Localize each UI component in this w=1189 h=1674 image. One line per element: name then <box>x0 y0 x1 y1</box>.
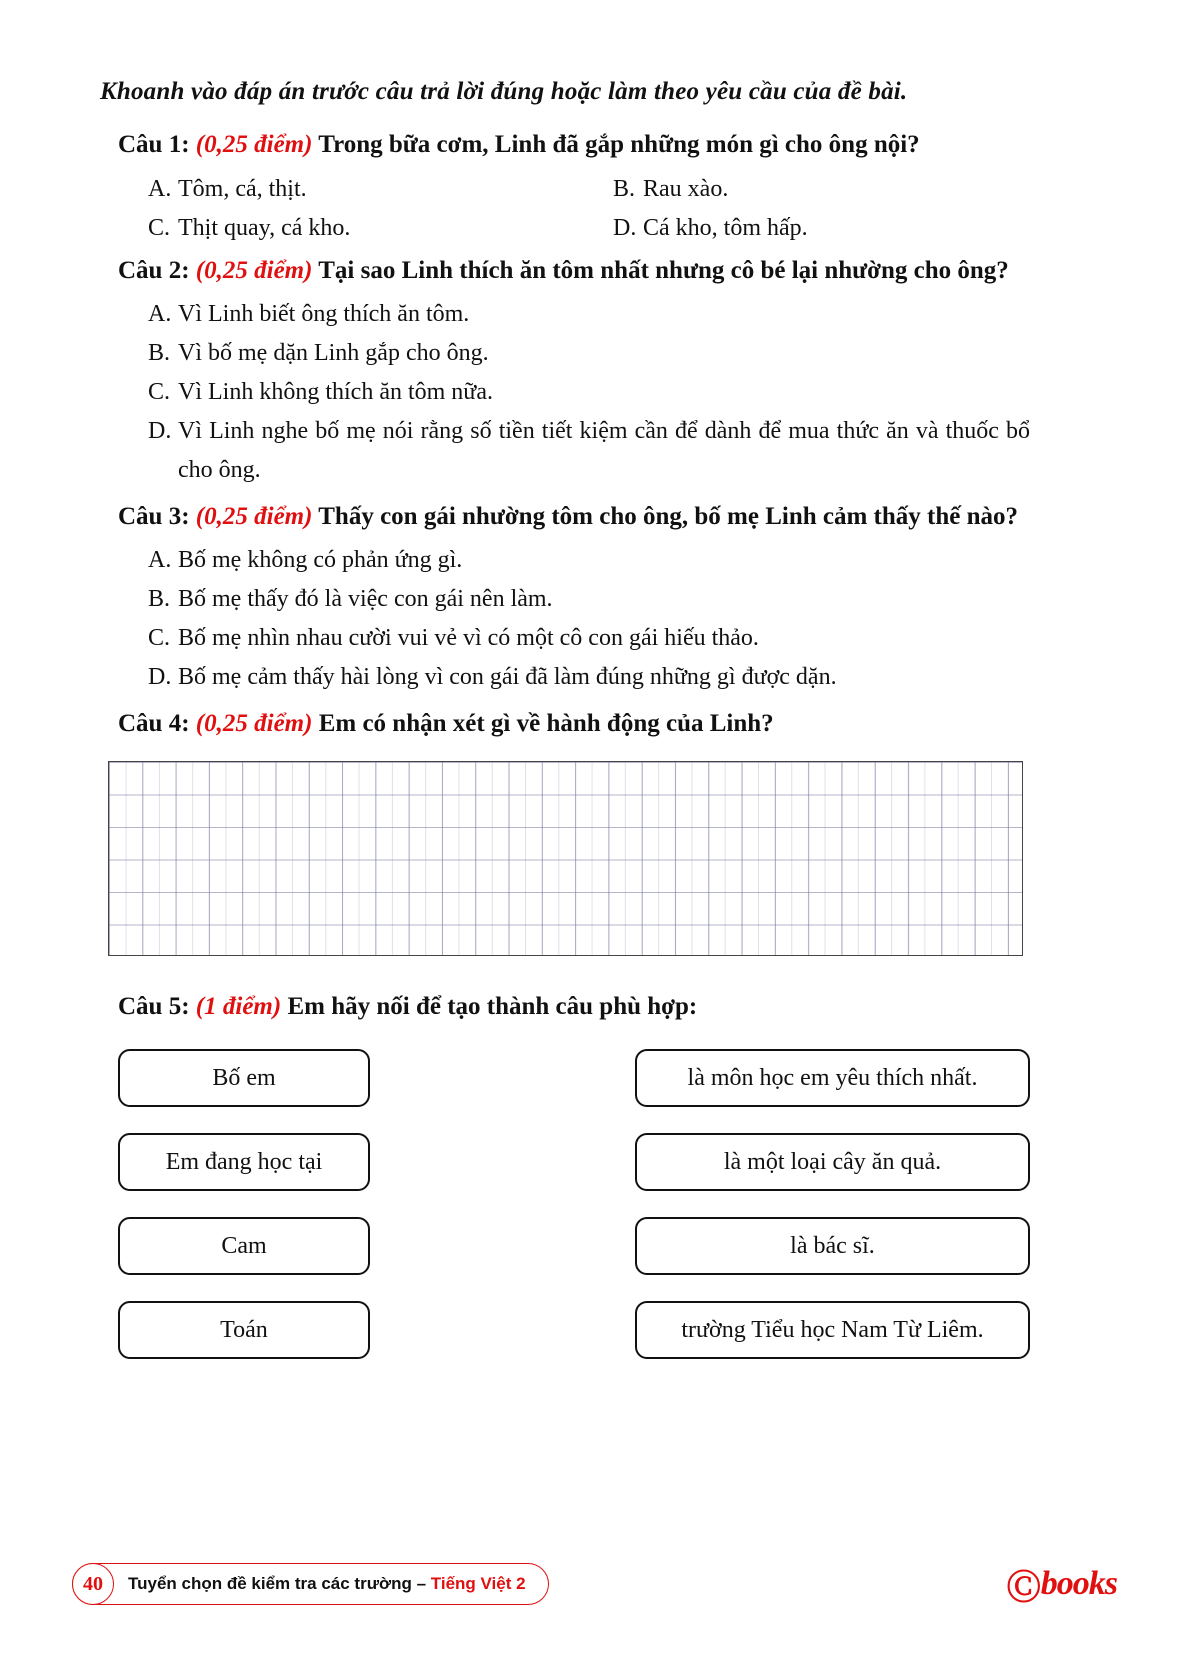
question-2 <box>100 254 1030 490</box>
matching-left-cell <box>100 1049 455 1107</box>
option-B-text: Rau xào. <box>643 175 729 202</box>
matching-left-cell <box>100 1133 455 1191</box>
question-2-points: (0,25 điểm) <box>195 256 313 284</box>
question-1-points: (0,25 điểm) <box>195 131 313 158</box>
option-B[interactable] <box>148 334 1030 373</box>
option-A-letter: A. <box>148 301 172 328</box>
option-C-letter: C. <box>148 625 171 652</box>
question-3-label: Câu 3: <box>118 502 190 530</box>
question-4-heading <box>118 707 1030 741</box>
question-4-label: Câu 4: <box>118 709 190 737</box>
option-A[interactable] <box>148 295 1030 334</box>
option-C[interactable] <box>148 619 1030 658</box>
matching-right-cell <box>455 1217 1030 1275</box>
footer-title <box>128 1574 526 1594</box>
option-C-text: Thịt quay, cá kho. <box>178 214 351 241</box>
option-A-text: Vì Linh biết ông thích ăn tôm. <box>178 301 470 328</box>
question-1-label: Câu 1: <box>118 131 190 158</box>
option-D-text: Bố mẹ cảm thấy hài lòng vì con gái đã làm đúng những gì được dặn. <box>178 664 837 690</box>
option-B[interactable] <box>148 580 1030 619</box>
instruction-line: Khoanh vào đáp án trước câu trả lời đúng hoặc làm theo yêu cầu của đề bài. <box>100 78 908 105</box>
match-left-item[interactable]: Toán <box>118 1301 370 1359</box>
question-2-heading <box>118 254 1030 288</box>
matching-left-cell <box>100 1301 455 1359</box>
footer-title-brand: Tiếng Việt 2 <box>430 1574 526 1593</box>
question-4-points: (0,25 điểm) <box>195 709 313 737</box>
page-number: 40 <box>72 1563 114 1605</box>
option-A-letter: A. <box>148 547 172 574</box>
matching-left-cell <box>100 1217 455 1275</box>
question-3-text: Thấy con gái nhường tôm cho ông, bố mẹ Linh cảm thấy thế nào? <box>318 502 1019 530</box>
match-right-item[interactable]: là một loại cây ăn quả. <box>635 1133 1030 1191</box>
match-right-item[interactable]: là môn học em yêu thích nhất. <box>635 1049 1030 1107</box>
option-B-letter: B. <box>613 175 636 202</box>
option-A-text: Tôm, cá, thịt. <box>178 175 307 202</box>
option-A[interactable] <box>148 170 565 209</box>
question-5-label: Câu 5: <box>118 992 190 1020</box>
option-C[interactable] <box>148 209 565 248</box>
option-B-text: Bố mẹ thấy đó là việc con gái nên làm. <box>178 586 553 613</box>
match-right-item[interactable]: là bác sĩ. <box>635 1217 1030 1275</box>
option-C-letter: C. <box>148 214 171 241</box>
question-1-text: Trong bữa cơm, Linh đã gắp những món gì cho ông nội? <box>318 131 920 158</box>
option-D[interactable] <box>148 658 1030 697</box>
option-A-text: Bố mẹ không có phản ứng gì. <box>178 547 463 574</box>
match-left-item[interactable]: Cam <box>118 1217 370 1275</box>
publisher-logo <box>967 1556 1117 1612</box>
question-3 <box>100 500 1030 697</box>
question-4 <box>100 707 1030 956</box>
logo-text: books <box>1040 1565 1117 1602</box>
matching-rows <box>100 1049 1030 1359</box>
footer-badge <box>72 1563 549 1605</box>
matching-row <box>100 1133 1030 1191</box>
page-content <box>100 78 1030 1385</box>
option-B[interactable] <box>613 170 1030 209</box>
matching-right-cell <box>455 1049 1030 1107</box>
match-left-item[interactable]: Bố em <box>118 1049 370 1107</box>
option-A[interactable] <box>148 541 1030 580</box>
option-C-text: Vì Linh không thích ăn tôm nữa. <box>178 379 493 405</box>
question-4-text: Em có nhận xét gì về hành động của Linh? <box>318 709 774 737</box>
matching-row <box>100 1217 1030 1275</box>
matching-right-cell <box>455 1301 1030 1359</box>
question-3-heading <box>118 500 1030 534</box>
option-D-letter: D. <box>613 214 637 241</box>
footer-title-plain: Tuyển chọn đề kiểm tra các trường – <box>128 1574 431 1593</box>
option-B-letter: B. <box>148 586 171 613</box>
matching-row <box>100 1049 1030 1107</box>
option-B-text: Vì bố mẹ dặn Linh gắp cho ông. <box>178 340 489 367</box>
question-1-options-col-right <box>565 170 1030 248</box>
question-2-options <box>148 295 1030 489</box>
matching-right-cell <box>455 1133 1030 1191</box>
question-3-options <box>148 541 1030 697</box>
question-1-options-col-left <box>148 170 565 248</box>
page-footer <box>72 1556 1117 1612</box>
question-1-heading <box>118 128 1030 162</box>
match-left-item[interactable]: Em đang học tại <box>118 1133 370 1191</box>
option-C[interactable] <box>148 373 1030 412</box>
option-D-text: Cá kho, tôm hấp. <box>643 214 808 241</box>
question-1 <box>100 128 1030 248</box>
matching-row <box>100 1301 1030 1359</box>
option-B-letter: B. <box>148 340 171 367</box>
question-5-points: (1 điểm) <box>195 992 282 1020</box>
match-right-item[interactable]: trường Tiểu học Nam Từ Liêm. <box>635 1301 1030 1359</box>
option-D-letter: D. <box>148 417 172 444</box>
option-D-letter: D. <box>148 664 172 690</box>
option-D[interactable] <box>613 209 1030 248</box>
question-1-options <box>148 170 1030 248</box>
option-D[interactable] <box>148 412 1030 490</box>
question-3-points: (0,25 điểm) <box>195 502 313 530</box>
option-A-letter: A. <box>148 175 172 202</box>
question-5-text: Em hãy nối để tạo thành câu phù hợp: <box>287 992 698 1020</box>
question-2-label: Câu 2: <box>118 256 190 284</box>
logo-at-icon: Ⓒ <box>1006 1569 1041 1607</box>
question-2-text: Tại sao Linh thích ăn tôm nhất nhưng cô bé lại nhường cho ông? <box>318 256 1009 284</box>
question-5-heading <box>118 990 1030 1024</box>
option-C-text: Bố mẹ nhìn nhau cười vui vẻ vì có một cô con gái hiếu thảo. <box>178 625 759 652</box>
question-5 <box>100 990 1030 1360</box>
option-C-letter: C. <box>148 379 171 405</box>
option-D-text: Vì Linh nghe bố mẹ nói rằng số tiền tiết kiệm cần để dành để mua thức ăn và thuốc bổ cho ông. <box>178 417 1030 483</box>
answer-grid-box[interactable] <box>108 761 1023 956</box>
